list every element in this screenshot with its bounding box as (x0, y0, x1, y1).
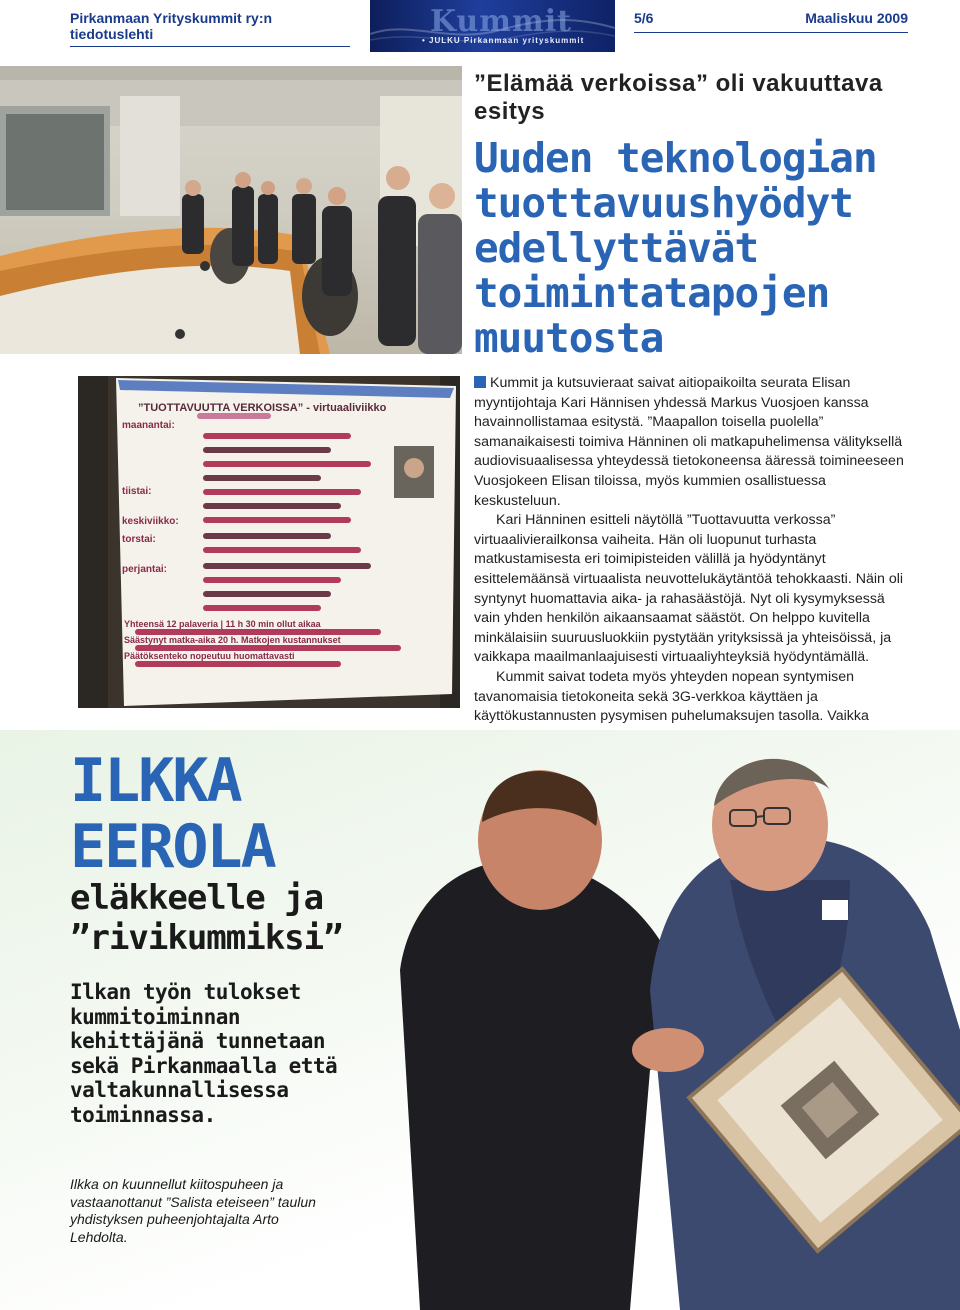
slide-day: maanantai: (122, 420, 175, 431)
page-header (0, 0, 960, 52)
logo-tagline: • JULKU Pirkanmaan yrityskummit (422, 36, 585, 45)
slide-title: ”TUOTTAVUUTTA VERKOISSA” - virtuaaliviikko (138, 402, 387, 414)
award-handshake-photo (400, 730, 960, 1310)
article-body (474, 374, 914, 766)
slide-day: tiistai: (122, 486, 152, 497)
logo-wordmark: Kummit (430, 4, 572, 39)
article-paragraph: Kummit saivat todeta myös yhteyden nopean syntymisen tavanomaisia tietokoneita sekä 3G-verkkoa käyttäen ja käyttökustannusten pysymisen puhelumaksujen tasolla. Vaikka (474, 668, 869, 725)
slide-day: perjantai: (122, 564, 168, 575)
headline-line: Uuden teknologian (474, 134, 877, 182)
issue-date: Maaliskuu 2009 (805, 10, 908, 26)
publication-name: Pirkanmaan Yrityskummit ry:n tiedotuslehti (70, 10, 350, 47)
slide-summary-line: Säästynyt matka-aika 20 h. Matkojen kustannukset (124, 635, 341, 645)
feature-name-first: ILKKA (70, 746, 241, 816)
headline-line: toimintatapojen (474, 269, 830, 317)
slide-day-list (122, 420, 202, 575)
conference-room-photo (0, 66, 462, 354)
page-number: 5/6 (634, 10, 654, 26)
conference-room-illustration (0, 66, 462, 354)
headline-line: edellyttävät (474, 224, 759, 272)
slide-day: keskiviikko: (122, 516, 179, 527)
feature-name-last: EEROLA (70, 812, 275, 882)
presentation-screen-photo (78, 376, 460, 708)
feature-deck: Ilkan työn tulokset kummitoiminnan kehittäjänä tunnetaan sekä Pirkanmaalla että valtakunnallisessa toiminnassa. (70, 980, 338, 1127)
slide-summary (124, 616, 424, 664)
article-kicker: ”Elämää verkoissa” oli vakuuttava esitys (474, 70, 883, 125)
paragraph-start-marker (474, 376, 486, 388)
feature-name (70, 748, 275, 880)
headline-line: muutosta (474, 314, 664, 362)
article-headline (474, 136, 944, 361)
slide-day: torstai: (122, 534, 156, 545)
kummit-logo (370, 0, 615, 52)
slide-summary-line: Päätöksenteko nopeutuu huomattavasti (124, 651, 295, 661)
article-paragraph: Kari Hänninen esitteli näytöllä ”Tuottavuutta verkossa” virtuaalivierailkonsa vaiheita. Hän oli luopunut turhasta matkustamisesta eri toimipisteiden välillä ja hyödyntänyt esittelemäänsä virtuaalista neuvottelukäytäntöä tehokkaasti. Näin oli syntynyt huomattavia aika- ja rahasäästöjä. Nyt oli kysymyksessä vain yhden henkilön aikaansaamat säästöt. On helppo kuvitella minkälaisiin suuruusluokkiin pystytään yrityksissä ja yhteisöissä, ja vaikkapa maailmanlaajuisesti virtuaaliyhteyksiä hyödyntämällä. (474, 512, 904, 666)
article-paragraph (474, 374, 914, 511)
headline-line: tuottavuushyödyt (474, 179, 853, 227)
feature-subtitle-line: ”rivikummiksi” (70, 918, 343, 958)
paragraph-text: Kummit ja kutsuvieraat saivat aitiopaikoilta seurata Elisan myyntijohtaja Kari Hännisen yhdessä Markus Vuosjoen kanssa havainnollistamaa esitystä. ”Maapallon toisella puolella” samanaikaisesti toimiva Hänninen oli matkapuhelimensa välityksellä audiovisuaalisessa yhteydessä tietokoneensa ääressä toimineeseen Vuosjokeen Elisan tiloissa, myös kummien osallistuessa keskusteluun. (474, 375, 904, 509)
feature-subtitle-line: eläkkeelle ja (70, 878, 324, 918)
handshake-illustration (400, 730, 960, 1310)
feature-subtitle (70, 878, 343, 958)
feature-photo-caption: Ilkka on kuunnellut kiitospuheen ja vastaanottanut ”Salista eteiseen” taulun yhdistyksen puheenjohtajalta Arto Lehdolta. (70, 1176, 316, 1245)
header-rule (634, 32, 908, 33)
slide-summary-line: Yhteensä 12 palaveria | 11 h 30 min ollut aikaa (124, 619, 321, 629)
